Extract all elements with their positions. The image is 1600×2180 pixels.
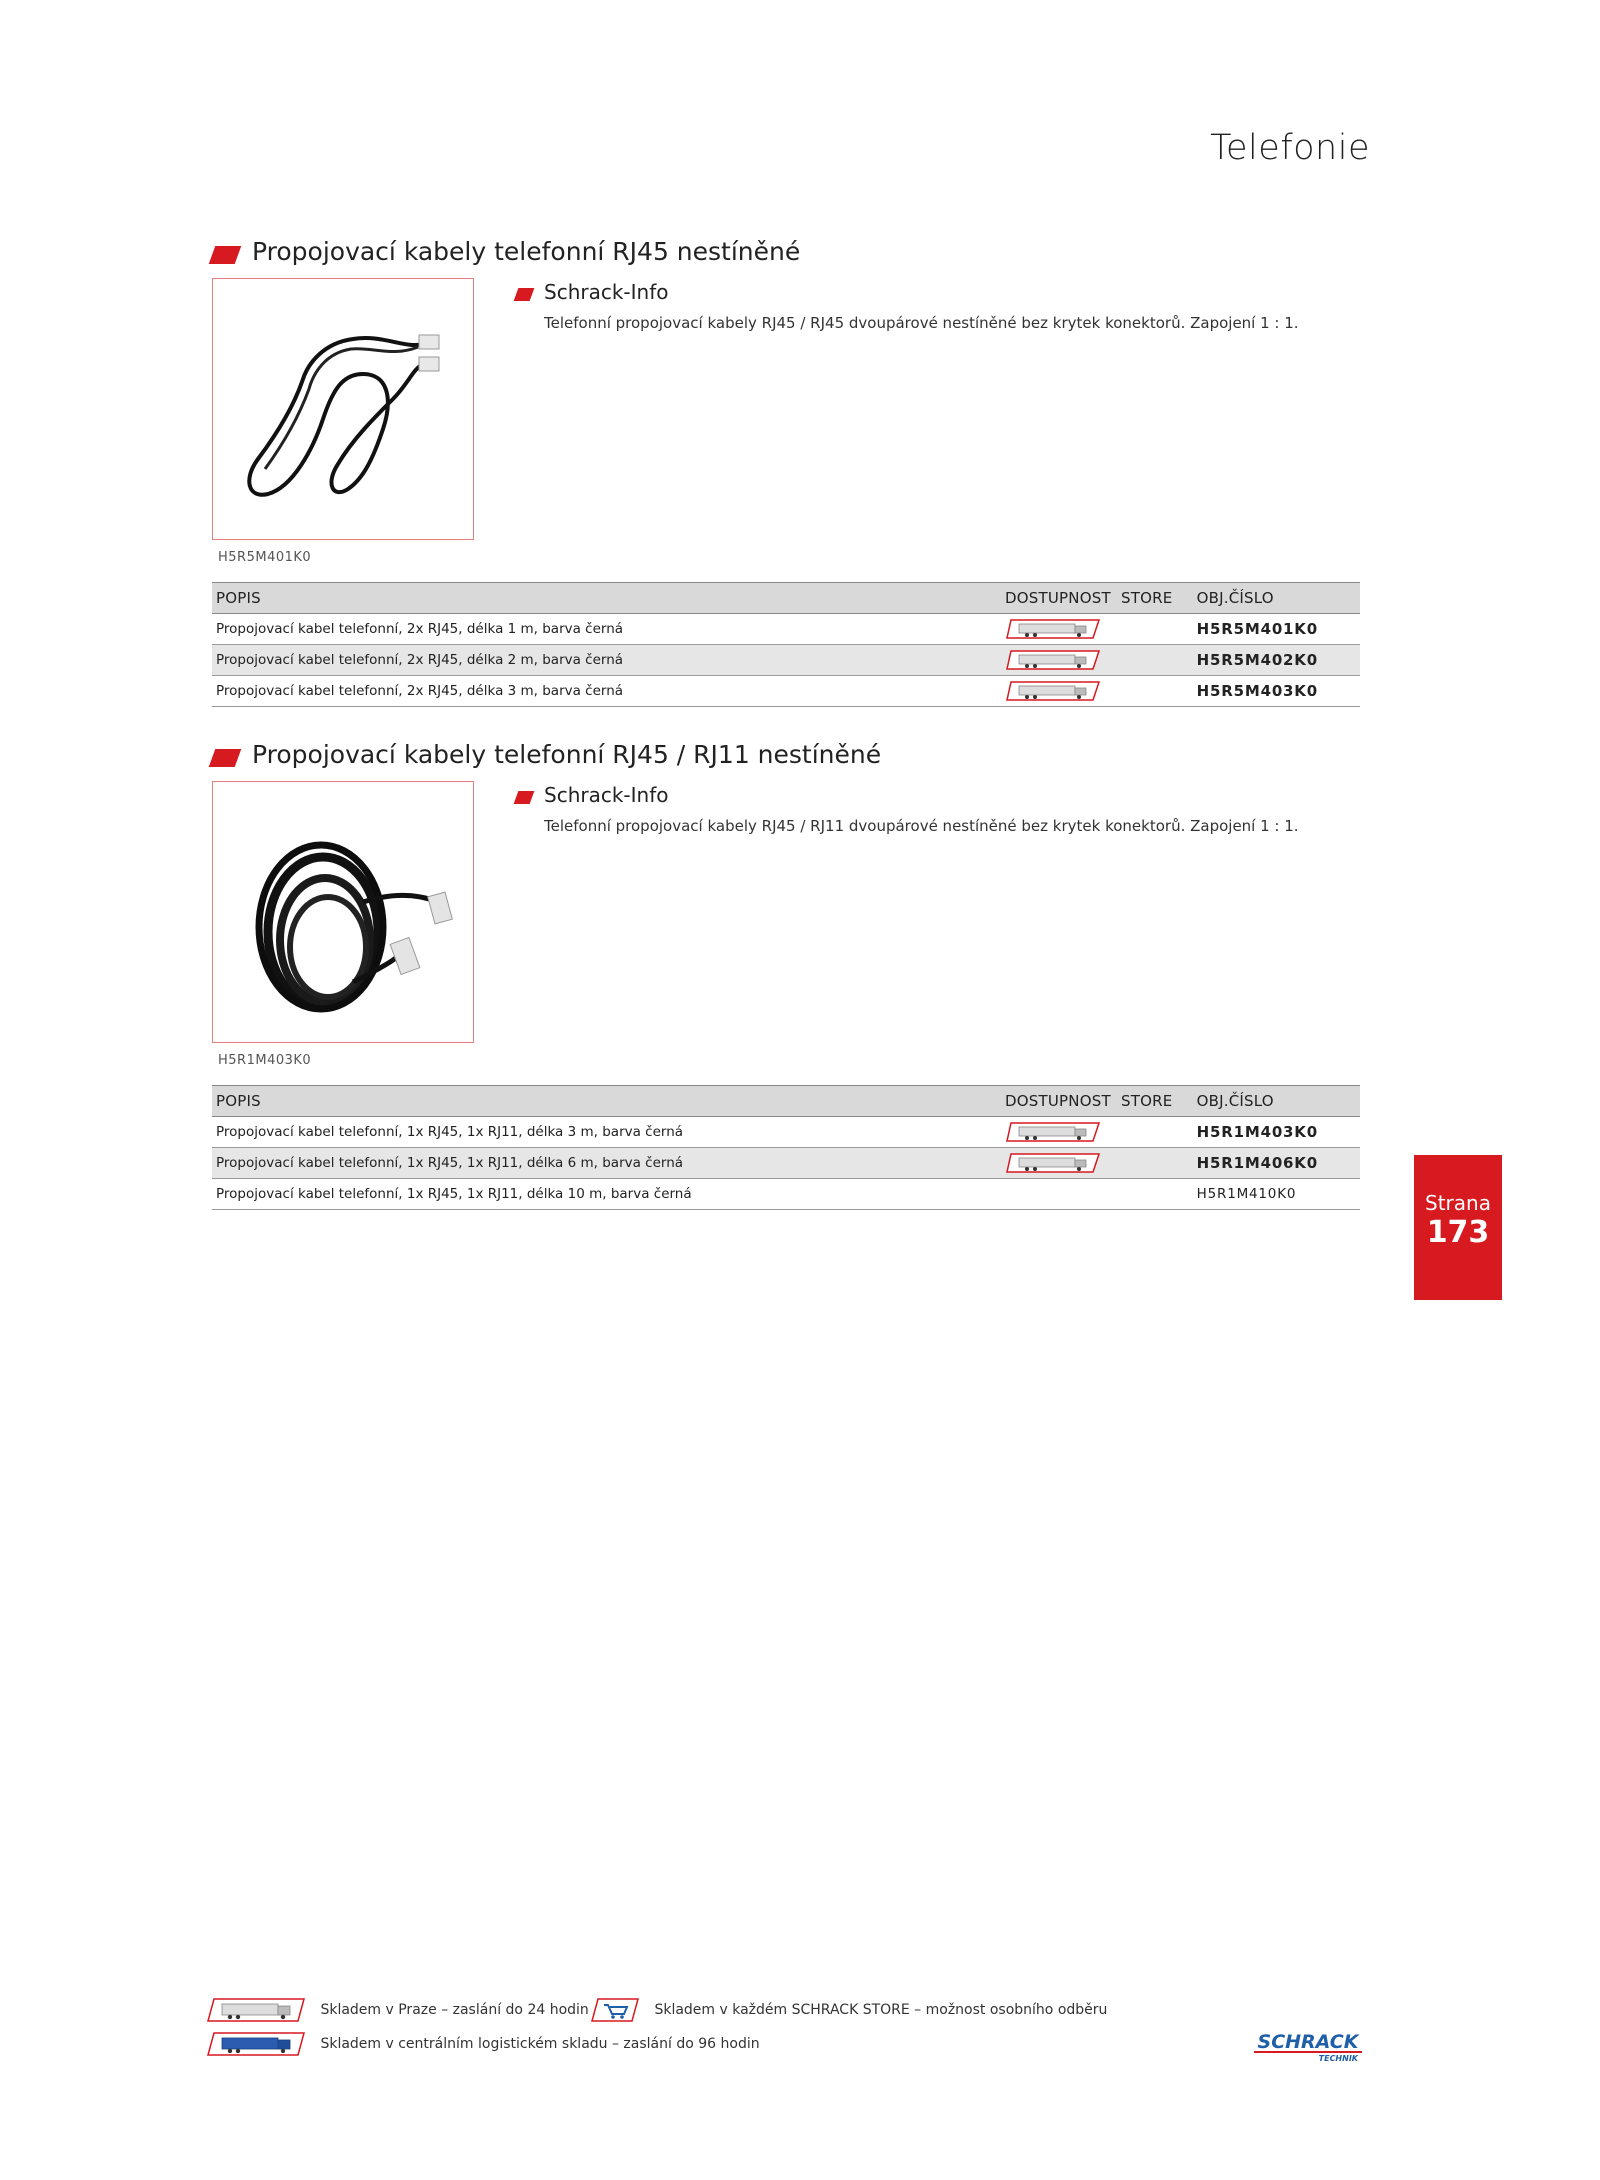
availability-cell [1001, 1179, 1117, 1210]
blue-truck-icon [206, 2030, 306, 2058]
cable-image [213, 782, 472, 1041]
section-title-text: Propojovací kabely telefonní RJ45 / RJ11 nestíněné [252, 740, 882, 769]
table-row [212, 1179, 1360, 1210]
header-popis: POPIS [212, 583, 1001, 614]
availability-cell [1001, 1117, 1117, 1148]
photo-caption: H5R1M403K0 [218, 1053, 312, 1068]
legend-central [206, 2030, 760, 2058]
header-popis: POPIS [212, 1086, 1001, 1117]
store-cell [1117, 1148, 1193, 1179]
truck-icon [206, 1996, 306, 2024]
store-cell [1117, 1179, 1193, 1210]
truck-icon [1005, 617, 1101, 641]
availability-cell [1001, 645, 1117, 676]
legend-central-text: Skladem v centrálním logistickém skladu – zaslání do 96 hodin [320, 2036, 760, 2052]
availability-cell [1001, 1148, 1117, 1179]
store-cell [1117, 614, 1193, 645]
row-description: Propojovací kabel telefonní, 1x RJ45, 1x RJ11, délka 3 m, barva černá [212, 1117, 1001, 1148]
order-code[interactable]: H5R5M402K0 [1193, 645, 1360, 676]
legend-prague [206, 1996, 589, 2024]
section-title [212, 735, 1360, 775]
logo-text: SCHRACK [1257, 2031, 1359, 2053]
truck-icon [1005, 1151, 1101, 1175]
info-text: Telefonní propojovací kabely RJ45 / RJ45 dvoupárové nestíněné bez krytek konektorů. Zapojení 1 : 1. [544, 314, 1299, 332]
header-obj: OBJ.ČÍSLO [1193, 1086, 1360, 1117]
red-bullet-icon [209, 246, 242, 264]
schrack-logo [1250, 2028, 1370, 2068]
table-row [212, 645, 1360, 676]
info-title: Schrack-Info [544, 783, 669, 807]
store-cell [1117, 676, 1193, 707]
row-description: Propojovací kabel telefonní, 2x RJ45, délka 1 m, barva černá [212, 614, 1001, 645]
truck-icon [1005, 1120, 1101, 1144]
header-dostupnost: DOSTUPNOST [1001, 583, 1117, 614]
info-title: Schrack-Info [544, 280, 669, 304]
order-code[interactable]: H5R5M403K0 [1193, 676, 1360, 707]
table-row [212, 1117, 1360, 1148]
truck-icon [1005, 648, 1101, 672]
red-bullet-icon [209, 749, 242, 767]
header-store: STORE [1117, 1086, 1193, 1117]
row-description: Propojovací kabel telefonní, 1x RJ45, 1x RJ11, délka 10 m, barva černá [212, 1179, 1001, 1210]
row-description: Propojovací kabel telefonní, 2x RJ45, délka 3 m, barva černá [212, 676, 1001, 707]
table-row [212, 1148, 1360, 1179]
shopping-cart-icon [590, 1996, 640, 2024]
product-table [212, 582, 1360, 707]
page-number-tab [1414, 1155, 1502, 1300]
product-table [212, 1085, 1360, 1210]
photo-caption: H5R5M401K0 [218, 550, 312, 565]
section-title-text: Propojovací kabely telefonní RJ45 nestíněné [252, 237, 801, 266]
legend-prague-text: Skladem v Praze – zaslání do 24 hodin [320, 2002, 589, 2018]
legend-store-text: Skladem v každém SCHRACK STORE – možnost osobního odběru [654, 2002, 1108, 2018]
order-code[interactable]: H5R1M403K0 [1193, 1117, 1360, 1148]
red-bullet-icon [514, 791, 535, 804]
product-section-rj45-rj11 [212, 735, 1360, 1235]
page-number: 173 [1426, 1215, 1490, 1250]
header-obj: OBJ.ČÍSLO [1193, 583, 1360, 614]
header-dostupnost: DOSTUPNOST [1001, 1086, 1117, 1117]
product-section-rj45 [212, 232, 1360, 732]
order-code[interactable]: H5R1M406K0 [1193, 1148, 1360, 1179]
availability-cell [1001, 614, 1117, 645]
page-title: Telefonie [1210, 128, 1370, 168]
order-code[interactable]: H5R5M401K0 [1193, 614, 1360, 645]
legend-store [590, 1996, 1107, 2024]
table-row [212, 676, 1360, 707]
schrack-logo-mark [1250, 2028, 1370, 2064]
store-cell [1117, 645, 1193, 676]
table-header-row [212, 583, 1360, 614]
product-photo [212, 781, 474, 1043]
cable-image [213, 279, 472, 538]
truck-icon [1005, 679, 1101, 703]
row-description: Propojovací kabel telefonní, 2x RJ45, délka 2 m, barva černá [212, 645, 1001, 676]
logo-subtext: TECHNIK [1318, 2054, 1358, 2063]
page-label: Strana [1425, 1191, 1491, 1215]
availability-cell [1001, 676, 1117, 707]
row-description: Propojovací kabel telefonní, 1x RJ45, 1x RJ11, délka 6 m, barva černá [212, 1148, 1001, 1179]
table-header-row [212, 1086, 1360, 1117]
store-cell [1117, 1117, 1193, 1148]
product-photo [212, 278, 474, 540]
header-store: STORE [1117, 583, 1193, 614]
section-title [212, 232, 1360, 272]
order-code[interactable]: H5R1M410K0 [1193, 1179, 1360, 1210]
info-text: Telefonní propojovací kabely RJ45 / RJ11 dvoupárové nestíněné bez krytek konektorů. Zapojení 1 : 1. [544, 817, 1299, 835]
red-bullet-icon [514, 288, 535, 301]
table-row [212, 614, 1360, 645]
